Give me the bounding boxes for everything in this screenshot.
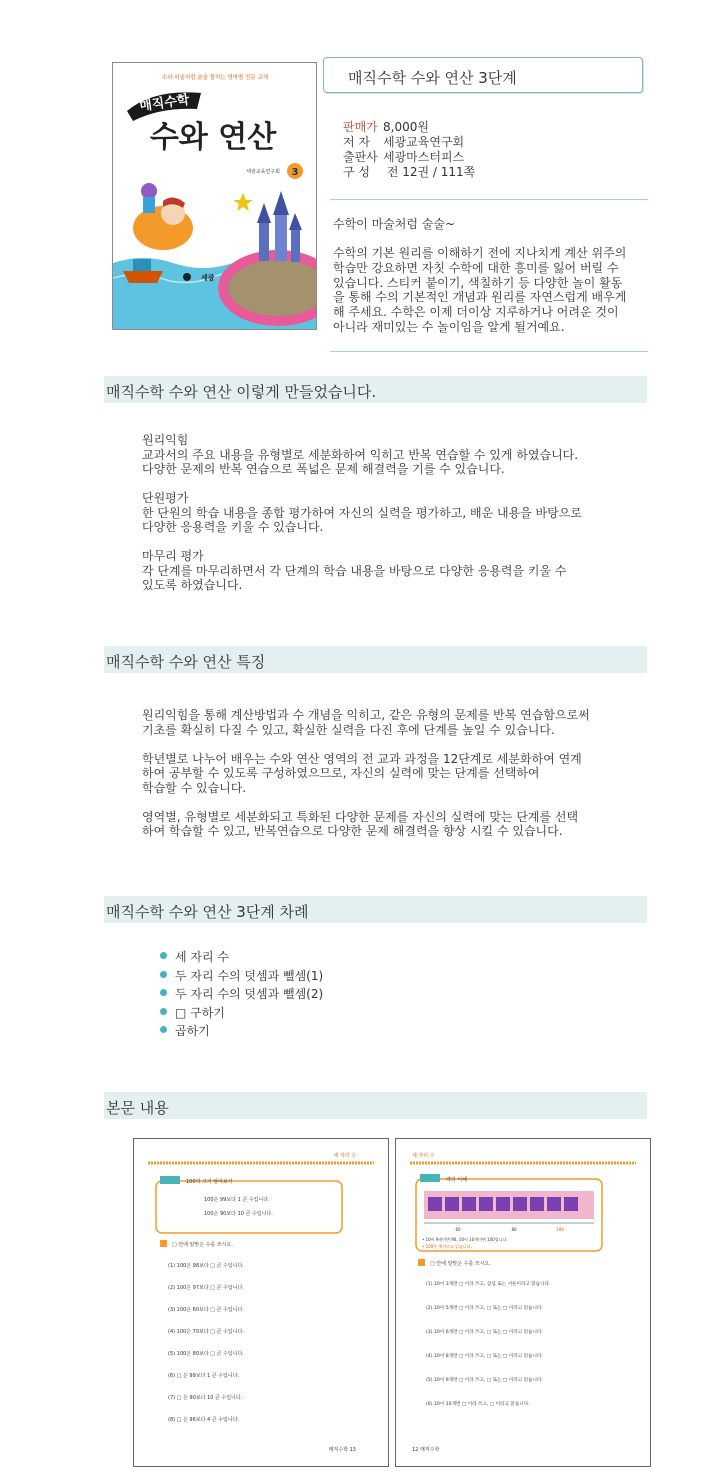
- book-cover-image: [112, 62, 317, 330]
- page-header: 세 자리 수: [412, 1153, 435, 1159]
- bullet-icon: [160, 989, 167, 996]
- info-row-composition: [343, 165, 475, 180]
- product-title-box: [323, 57, 643, 93]
- sample-page-right: [395, 1138, 651, 1467]
- info-label-composition: 구 성: [343, 165, 370, 179]
- section-title: 본문 내용: [106, 1099, 169, 1117]
- block-line: 있도록 하였습니다.: [142, 578, 243, 592]
- axis-label: 80: [511, 1227, 517, 1232]
- features-content: [142, 708, 622, 839]
- feature-line: 하여 공부할 수 있도록 구성하였으므로, 자신의 실력에 맞는 단계를 선택하여: [142, 766, 540, 780]
- note: • 100은 백이라고 읽습니다.: [422, 1244, 472, 1249]
- section-title: 매직수학 수와 연산 3단계 차례: [106, 903, 309, 921]
- feature-line: 원리익힘을 통해 계산방법과 수 개념을 익히고, 같은 유형의 문제를 반복 연습함으로써: [142, 708, 590, 722]
- exercise-row: (1) 100은 98보다 □ 큰 수입니다.: [168, 1263, 244, 1269]
- info-value-publisher: 세광마스터피스: [383, 150, 465, 164]
- ten-blocks: [428, 1197, 578, 1211]
- box-title: 100의 크기 알아보기: [186, 1179, 233, 1185]
- intro-line: 있습니다. 스티커 붙이기, 색칠하기 등 다양한 놀이 활동: [333, 275, 623, 290]
- intro-line: 수학의 기본 원리를 이해하기 전에 지나치게 계산 위주의: [333, 246, 627, 261]
- intro-divider: [330, 351, 648, 352]
- exercise-row: (3) 10이 6개면 □ 이라 쓰고, □ 또는 □ 이라고 읽습니다.: [426, 1330, 543, 1335]
- exercise-row: (8) □ 은 96보다 4 큰 수입니다.: [168, 1417, 240, 1423]
- box-line: 100은 90보다 10 큰 수입니다.: [204, 1211, 273, 1217]
- feature-line: 학습할 수 있습니다.: [142, 780, 247, 795]
- cover-logo: 세광: [201, 274, 215, 282]
- question: □ 안에 알맞은 수를 쓰시오.: [430, 1261, 491, 1267]
- cover-publisher-small: 세광교육연구회: [246, 169, 280, 175]
- section-title: 매직수학 수와 연산 이렇게 만들었습니다.: [106, 383, 377, 401]
- info-label-publisher: 출판사: [343, 150, 378, 164]
- exercise-row: (6) 10이 10개면 □ 이라 쓰고, □ 이라고 읽습니다.: [426, 1402, 530, 1407]
- page-header: 세 자리 수: [333, 1153, 356, 1159]
- sample-page-left: [133, 1138, 389, 1467]
- info-row-author: [343, 135, 475, 150]
- exercise-row: (2) 100은 97보다 □ 큰 수입니다.: [168, 1285, 244, 1291]
- info-value-author: 세광교육연구회: [383, 135, 465, 149]
- block-title: 마무리 평가: [142, 549, 204, 563]
- box-line: 100은 99보다 1 큰 수입니다.: [204, 1197, 270, 1203]
- block-line: 한 단원의 학습 내용을 종합 평가하여 자신의 실력을 평가하고, 배운 내용을 바탕으로: [142, 505, 582, 520]
- exercise-row: (5) 100은 80보다 □ 큰 수입니다.: [168, 1351, 244, 1357]
- info-row-publisher: [343, 150, 475, 165]
- construction-content: [142, 433, 622, 593]
- exercise-row: (6) □ 은 99보다 1 큰 수입니다.: [168, 1373, 240, 1379]
- product-title: 매직수학 수와 연산 3단계: [348, 69, 517, 87]
- intro-line: 학습만 강요하면 자칫 수학에 대한 흥미를 잃어 버릴 수: [333, 260, 619, 275]
- section-header-sample: [104, 1092, 647, 1119]
- page-footer: 매직수학 13: [328, 1447, 356, 1453]
- axis-label: 60: [455, 1227, 461, 1232]
- exercise-row: (2) 10이 5개면 □ 이라 쓰고, □ 또는 □ 이라고 읽습니다.: [426, 1306, 543, 1311]
- block-line: 각 단계를 마무리하면서 각 단계의 학습 내용을 바탕으로 다양한 응용력을 키울 수: [142, 563, 567, 578]
- box-title: 백의 이해: [446, 1177, 467, 1183]
- exercise-row: (7) □ 은 90보다 10 큰 수입니다.: [168, 1395, 243, 1401]
- axis-label: 100: [556, 1227, 564, 1232]
- exercise-row: (3) 100은 60보다 □ 큰 수입니다.: [168, 1307, 244, 1313]
- bullet-icon: [160, 952, 167, 959]
- info-value-composition: 전 12권 / 111쪽: [383, 165, 476, 179]
- page-footer: 12 매직수학: [412, 1447, 440, 1453]
- product-intro: [333, 217, 648, 334]
- question: □ 안에 알맞은 수를 쓰시오.: [172, 1242, 233, 1248]
- section-title: 매직수학 수와 연산 특징: [106, 653, 266, 671]
- cover-title: 수와 연산: [149, 120, 277, 155]
- feature-line: 기초를 확실히 다질 수 있고, 확실한 실력을 다진 후에 단계를 높일 수 있습니다.: [142, 722, 555, 737]
- section-header-features: [104, 646, 647, 673]
- exercise-row: (4) 100은 70보다 □ 큰 수입니다.: [168, 1329, 244, 1335]
- block-line: 다양한 문제의 반복 연습으로 폭넓은 문제 해결력을 기를 수 있습니다.: [142, 462, 505, 476]
- cover-level: 3: [291, 167, 299, 178]
- info-divider: [330, 199, 648, 200]
- exercise-row: (1) 10이 3개면 □ 이라 쓰고, 삼십 또는 서른이라고 읽습니다.: [426, 1282, 551, 1287]
- intro-line: 아니라 재미있는 수 놀이임을 알게 될거예요.: [333, 319, 565, 334]
- intro-lead: 수학이 마술처럼 술술~: [333, 217, 456, 231]
- bullet-icon: [160, 971, 167, 978]
- section-header-toc: [104, 896, 647, 923]
- intro-line: 을 통해 수의 기본적인 개념과 원리를 자연스럽게 배우게: [333, 290, 627, 305]
- intro-line: 해 주세요. 수학은 이제 더이상 지루하거나 어려운 것이: [333, 305, 619, 320]
- section-header-construction: [104, 376, 647, 403]
- cover-tagline: 수와 마술처럼 술술 풀리는 영역별 전문 교재: [161, 75, 269, 81]
- block-line: 교과서의 주요 내용을 유형별로 세분화하여 익히고 반복 연습할 수 있게 하였습니다.: [142, 447, 579, 462]
- block-title: 단원평가: [142, 491, 189, 505]
- info-label-price: 판매가: [343, 120, 378, 134]
- bullet-icon: [160, 1008, 167, 1015]
- feature-line: 하여 학습할 수 있고, 반복연습으로 다양한 문제 해결력을 향상 시킬 수 있습니다.: [142, 824, 563, 838]
- block-title: 원리익힘: [142, 433, 189, 447]
- cover-series: 매직수학: [138, 92, 191, 115]
- note: • 10이 9개이면 90, 10이 10개이면 100입니다.: [422, 1237, 508, 1242]
- block-line: 다양한 응용력을 키울 수 있습니다.: [142, 520, 324, 534]
- info-label-author: 저 자: [343, 135, 370, 149]
- bullet-icon: [160, 1026, 167, 1033]
- feature-line: 학년별로 나누어 배우는 수와 연산 영역의 전 교과 과정을 12단계로 세분화하여 연계: [142, 751, 582, 766]
- exercise-row: (4) 10이 8개면 □ 이라 쓰고, □ 또는 □ 이라고 읽습니다.: [426, 1354, 543, 1359]
- info-value-price: 8,000원: [383, 120, 429, 134]
- feature-line: 영역별, 유형별로 세분화되고 특화된 다양한 문제를 자신의 실력에 맞는 단계를 선택: [142, 809, 579, 824]
- info-row-price: [343, 120, 475, 135]
- exercise-row: (5) 10이 9개면 □ 이라 쓰고, □ 또는 □ 이라고 읽습니다.: [426, 1378, 543, 1383]
- product-info: [343, 120, 475, 180]
